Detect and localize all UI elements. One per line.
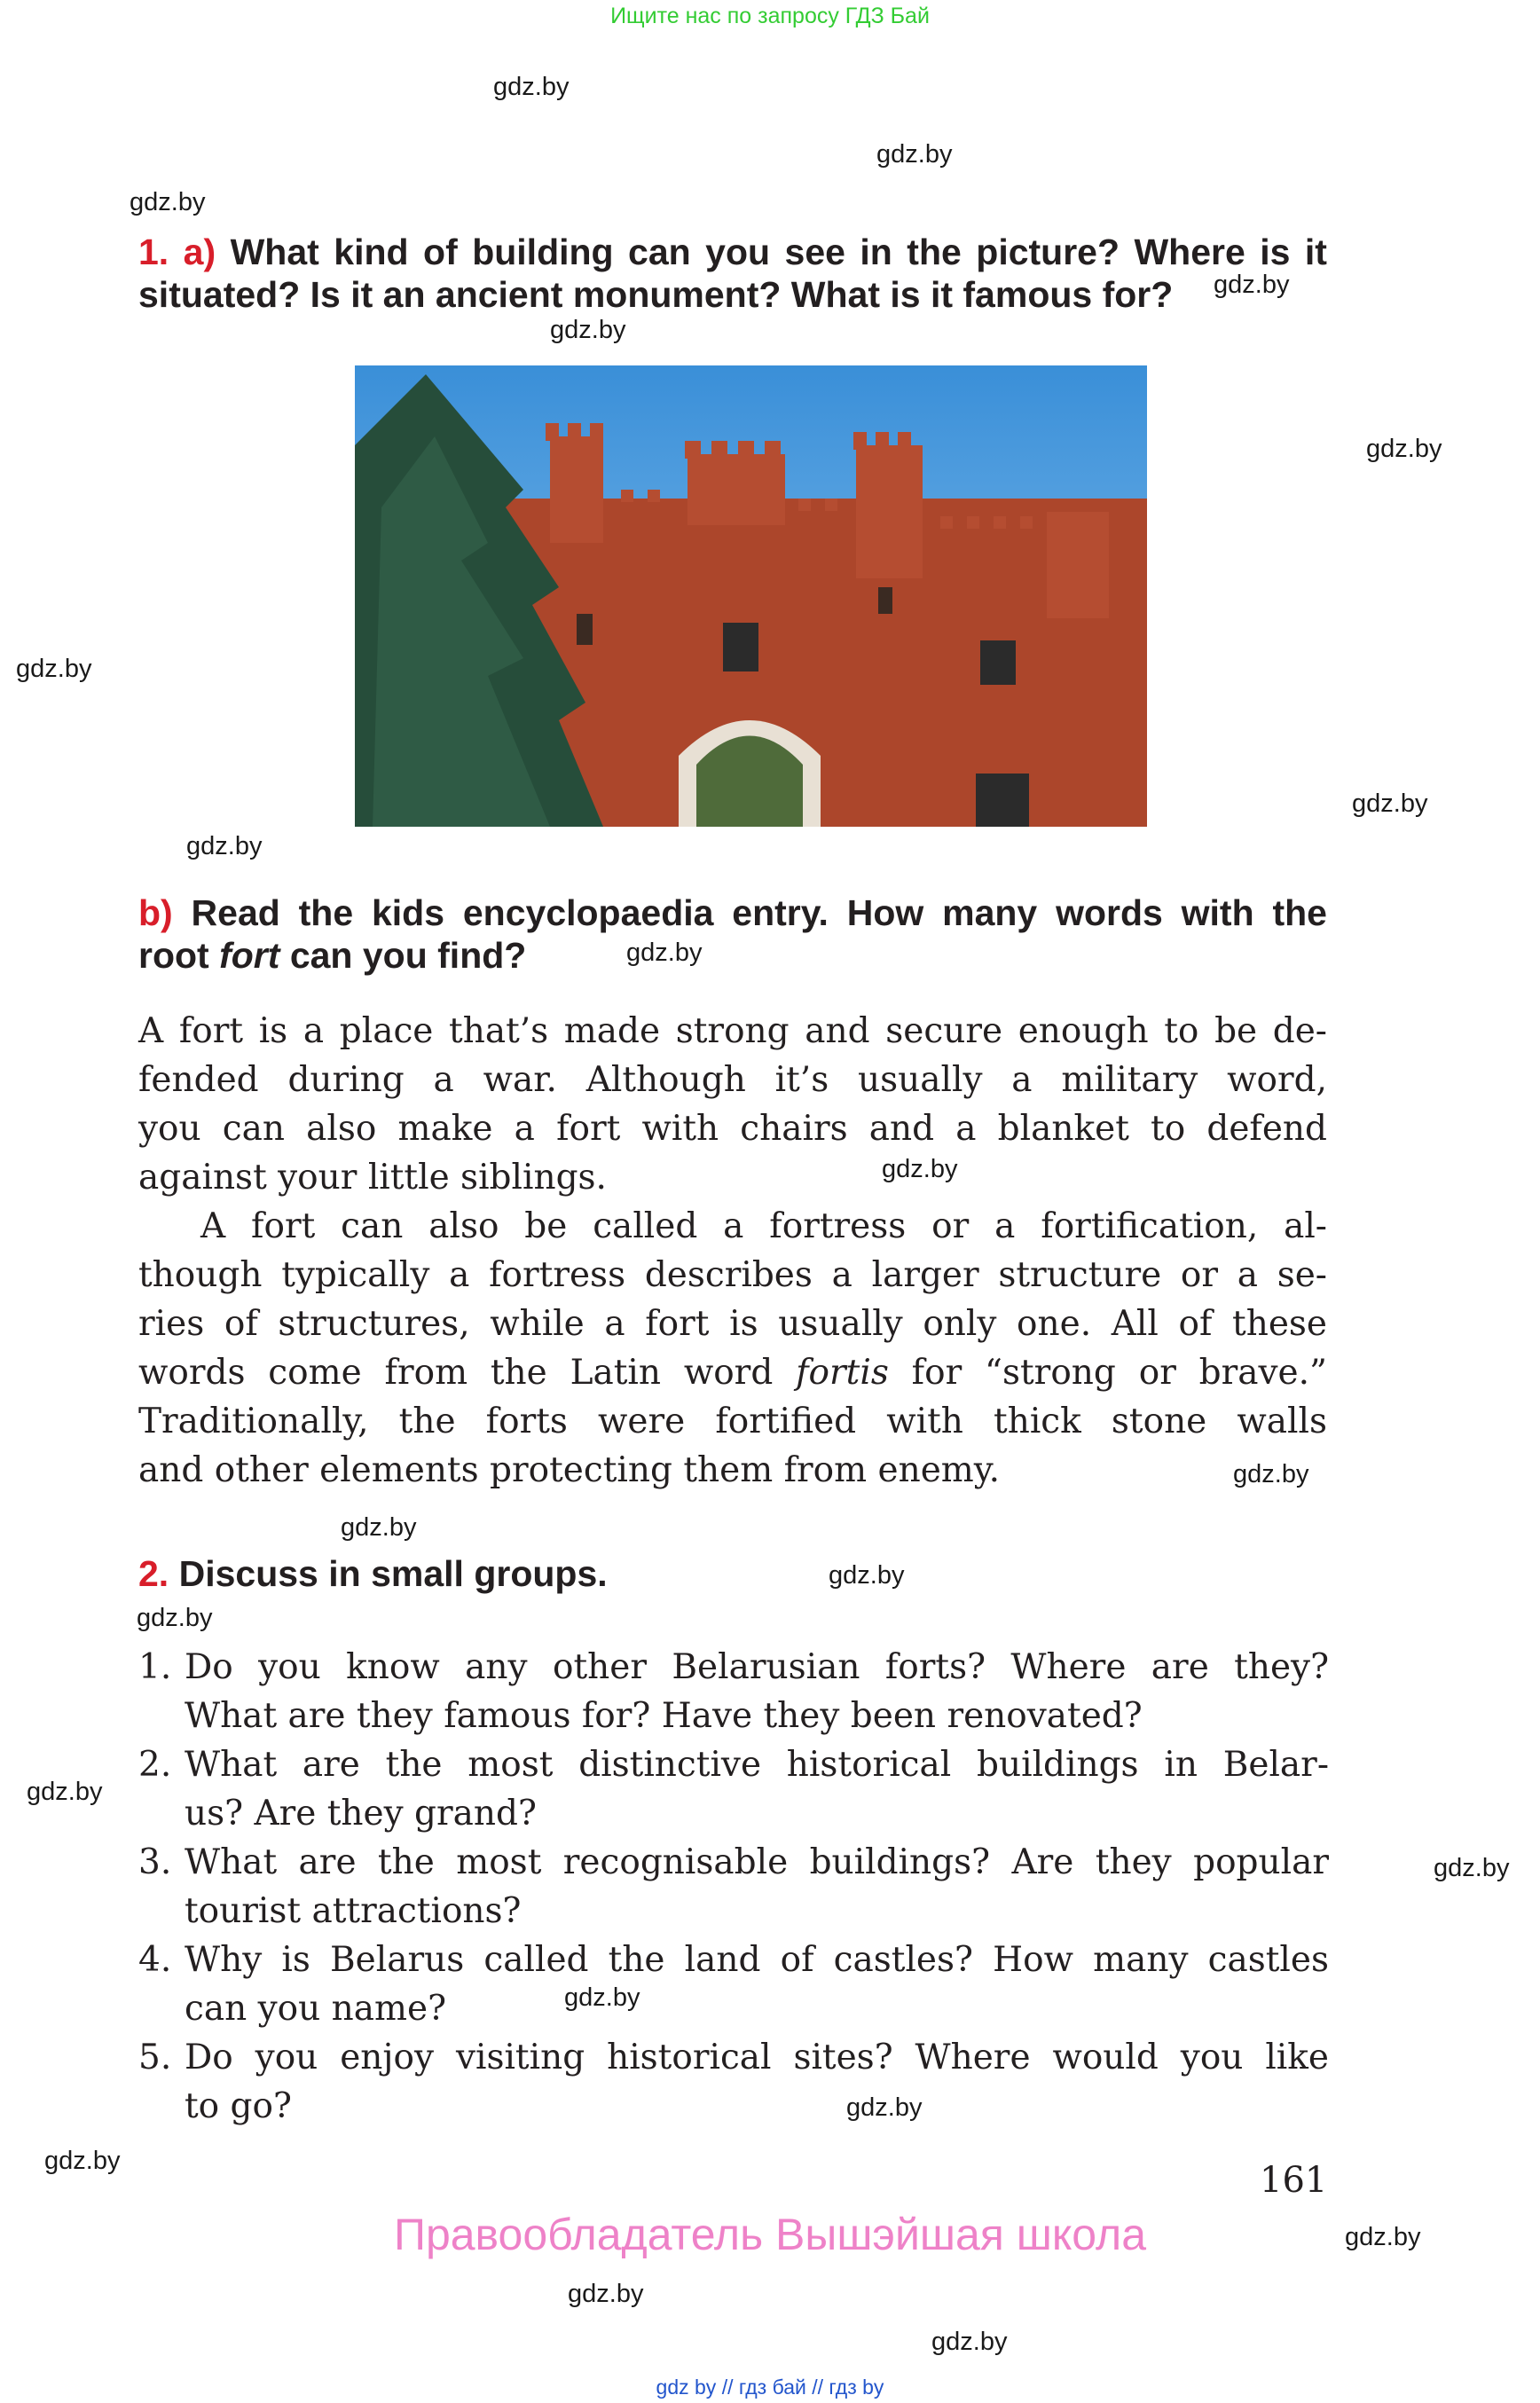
text-line: A fort is a place that’s made strong and secure enough to be de- — [138, 1011, 1327, 1051]
text-span: words come from the Latin word — [138, 1353, 774, 1393]
watermark: gdz.by — [186, 832, 263, 860]
watermark: gdz.by — [876, 140, 953, 169]
text-line: ries of structures, while a fort is usually only one. All of these — [138, 1304, 1327, 1344]
text-line: fended during a war. Although it’s usually a military word, — [138, 1060, 1327, 1100]
question-line: What are the most recognisable buildings? Are they popular — [185, 1842, 1329, 1882]
watermark: gdz.by — [882, 1155, 958, 1183]
question-line: Why is Belarus called the land of castles? How many castles — [185, 1940, 1329, 1980]
prompt-text: can you find? — [289, 935, 527, 976]
watermark: gdz.by — [1345, 2223, 1421, 2251]
watermark: gdz.by — [626, 938, 703, 967]
question-number: 2. — [138, 1745, 172, 1785]
exercise-number: 2. — [138, 1553, 169, 1594]
question-line: Do you enjoy visiting historical sites? Where would you like — [185, 2038, 1329, 2077]
prompt-text: root — [138, 935, 209, 976]
watermark: gdz.by — [564, 1983, 640, 2012]
part-label: b) — [138, 892, 173, 933]
question-number: 4. — [138, 1940, 172, 1980]
question-line: tourist attractions? — [185, 1891, 522, 1931]
question-line: us? Are they grand? — [185, 1794, 537, 1834]
exercise-1a-prompt — [138, 231, 1327, 316]
watermark: gdz.by — [27, 1778, 103, 1806]
watermark: gdz.by — [568, 2280, 644, 2308]
watermark: gdz.by — [1352, 789, 1428, 818]
prompt-line: situated? Is it an ancient monument? What is it famous for? — [138, 274, 1174, 315]
prompt-line: Read the kids encyclopaedia entry. How many words with the — [191, 892, 1327, 933]
question-number: 1. — [138, 1647, 172, 1687]
question-line: can you name? — [185, 1989, 446, 2029]
question-number: 3. — [138, 1842, 172, 1882]
text-line: Traditionally, the forts were fortified with thick stone walls — [138, 1402, 1327, 1441]
prompt-emphasis: fort — [219, 935, 280, 976]
text-line: though typically a fortress describes a larger structure or a se- — [138, 1255, 1327, 1295]
question-line: What are the most distinctive historical buildings in Belar- — [185, 1745, 1329, 1785]
footer-links[interactable]: gdz by // гдз бай // гдз by — [656, 2376, 884, 2399]
watermark: gdz.by — [1233, 1460, 1309, 1488]
text-line: against your little siblings. — [138, 1158, 607, 1198]
watermark: gdz.by — [137, 1604, 213, 1632]
question-line: What are they famous for? Have they been renovated? — [185, 1696, 1143, 1736]
text-line: A fort can also be called a fortress or a fortification, al- — [200, 1206, 1327, 1246]
latin-word: fortis — [796, 1353, 889, 1393]
watermark: gdz.by — [846, 2093, 923, 2122]
watermark: gdz.by — [130, 188, 206, 216]
exercise-2-title — [138, 1552, 1327, 1595]
watermark: gdz.by — [44, 2147, 121, 2175]
exercise-1b-prompt — [138, 891, 1327, 977]
exercise-number: 1. — [138, 232, 169, 272]
text-line — [138, 1348, 1327, 1397]
text-span: for “strong or brave.” — [911, 1353, 1327, 1393]
watermark: gdz.by — [931, 2328, 1008, 2356]
watermark: gdz.by — [16, 655, 92, 683]
copyright-notice: Правообладатель Вышэйшая школа — [394, 2210, 1146, 2259]
watermark: gdz.by — [1214, 271, 1290, 299]
watermark: gdz.by — [1366, 435, 1442, 463]
text-line: you can also make a fort with chairs and a blanket to defend — [138, 1109, 1327, 1149]
question-number: 5. — [138, 2038, 172, 2077]
question-line: to go? — [185, 2086, 292, 2126]
watermark: gdz.by — [1434, 1854, 1510, 1882]
watermark: gdz.by — [829, 1561, 905, 1590]
question-line: Do you know any other Belarusian forts? Where are they? — [185, 1647, 1329, 1687]
part-label: a) — [183, 232, 216, 272]
search-hint-link[interactable]: Ищите нас по запросу ГДЗ Бай — [610, 4, 930, 28]
prompt-line: What kind of building can you see in the picture? Where is it — [230, 232, 1327, 272]
text-line: and other elements protecting them from enemy. — [138, 1450, 1001, 1490]
watermark: gdz.by — [550, 316, 626, 344]
watermark: gdz.by — [341, 1513, 417, 1542]
exercise-title: Discuss in small groups. — [178, 1553, 608, 1594]
watermark: gdz.by — [493, 73, 570, 101]
page-number: 161 — [1260, 2160, 1328, 2201]
fortress-photo — [355, 365, 1147, 827]
